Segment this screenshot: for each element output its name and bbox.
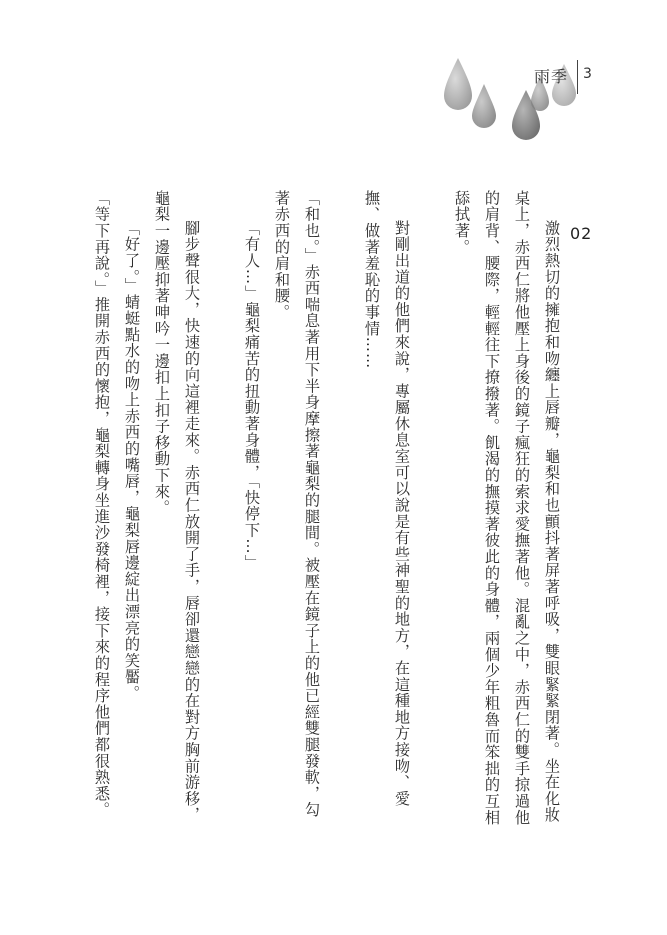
paragraph-spacer (327, 190, 357, 830)
paragraph: 「和也。」赤西喘息著用下半身摩擦著龜梨的腿間。被壓在鏡子上的他已經雙腿發軟，勾著赤西的肩和腰。 (273, 190, 321, 819)
paragraph-spacer (417, 190, 447, 830)
paragraph: 腳步聲很大，快速的向這裡走來。赤西仁放開了手，唇卻還戀戀的在對方胸前游移，龜梨一邊壓抑著呻吟一邊扣上扣子移動下來。 (153, 190, 201, 824)
chapter-number: 02 (570, 224, 593, 243)
paragraph: 「等下再說。」推開赤西的懷抱，龜梨轉身坐進沙發椅裡，接下來的程序他們都很熟悉。 (93, 190, 111, 819)
paragraph-spacer (207, 190, 237, 830)
paragraph: 「好了。」蜻蜓點水的吻上赤西的嘴唇，龜梨唇邊綻出漂亮的笑靨。 (123, 220, 141, 702)
raindrop-1 (444, 58, 472, 110)
body-text (87, 190, 567, 830)
running-title: 雨季 (534, 67, 569, 86)
paragraph: 激烈熱切的擁抱和吻纏上唇瓣，龜梨和也顫抖著屏著呼吸，雙眼緊緊閉著。坐在化妝桌上，赤西仁將他壓上身後的鏡子瘋狂的索求愛撫著他。混亂之中，赤西仁的雙手掠過他的肩背、腰際，輕輕往下撩撥著。飢渴的撫摸著彼此的身體，兩個少年粗魯而笨拙的互相舔拭著。 (453, 190, 561, 826)
paragraph: 對剛出道的他們來說，專屬休息室可以說是有些神聖的地方，在這種地方接吻、愛撫、做著羞恥的事情…… (363, 190, 411, 808)
page-header (440, 54, 640, 154)
raindrop-2 (472, 84, 496, 128)
paragraph: 「有人…」龜梨痛苦的扭動著身體，「快停下…」 (243, 220, 261, 572)
page-number: 3 (583, 66, 592, 82)
header-divider (577, 60, 578, 94)
